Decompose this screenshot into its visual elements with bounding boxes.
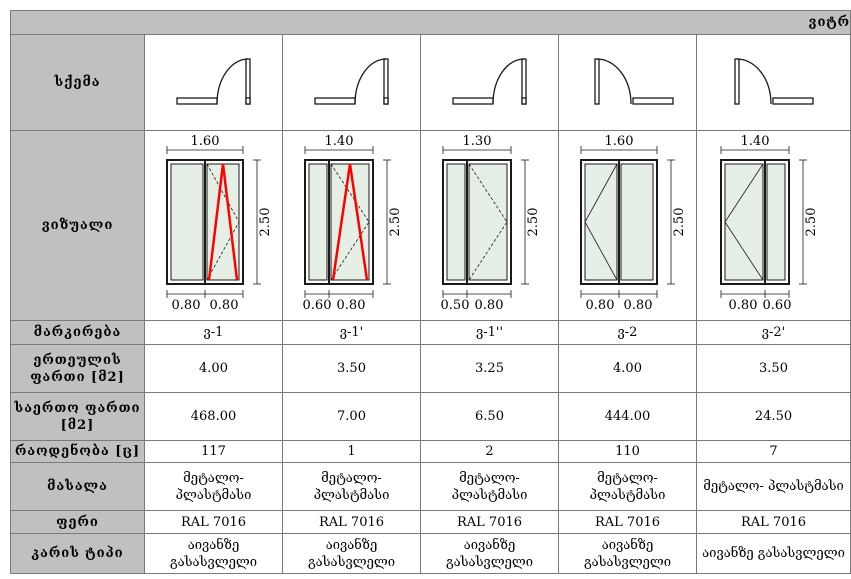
width-label: 1.40 (740, 133, 769, 149)
row-label-unit-area: ერთეულის ფართი [მ2] (11, 345, 145, 393)
total-area-cell: 7.00 (283, 393, 421, 441)
pane-left-label: 0.80 (171, 297, 201, 313)
material-row (11, 463, 851, 511)
color-cell: RAL 7016 (697, 511, 851, 534)
scheme-cell (697, 35, 851, 131)
visual-cell (559, 131, 697, 321)
pane-dimension (443, 290, 511, 298)
width-label: 1.60 (604, 133, 634, 149)
marking-row (11, 321, 851, 345)
row-label-material: მასალა (11, 463, 145, 511)
row-label-visual: ვიზუალი (11, 131, 145, 321)
pane-right-label: 0.80 (336, 297, 366, 313)
color-cell: RAL 7016 (421, 511, 559, 534)
visual-cell (697, 131, 851, 321)
door-plan (453, 59, 526, 104)
material-cell: მეტალო- პლასტმასი (145, 463, 283, 511)
table-title: ვიტრ (11, 11, 851, 35)
height-label: 2.50 (672, 207, 687, 236)
pane-right-label: 0.80 (474, 297, 504, 313)
fixed-pane-plan (177, 98, 217, 104)
pane-left-label: 0.50 (440, 297, 470, 313)
door-plan (595, 59, 673, 104)
glass-pane-right (767, 164, 785, 280)
marking-cell: ვ-1 (145, 321, 283, 345)
door-plan (177, 59, 250, 104)
jamb-plan (522, 98, 526, 104)
pane-left-label: 0.80 (728, 297, 757, 313)
row-label-scheme: სქემა (11, 35, 145, 131)
glass-pane-right (469, 164, 507, 280)
marking-cell: ვ-2 (559, 321, 697, 345)
pane-right-label: 0.80 (209, 297, 239, 313)
material-cell: მეტალო- პლასტმასი (421, 463, 559, 511)
scheme-row (11, 35, 851, 131)
color-row (11, 511, 851, 534)
door-elevation-drawing (421, 132, 559, 320)
pane-right-label: 0.60 (762, 297, 791, 313)
unit-area-row (11, 345, 851, 393)
scheme-cell (283, 35, 421, 131)
unit-area-cell: 3.25 (421, 345, 559, 393)
glass-pane-left (447, 164, 465, 280)
material-cell: მეტალო- პლასტმასი (559, 463, 697, 511)
material-cell: მეტალო- პლასტმასი (283, 463, 421, 511)
material-cell: მეტალო- პლასტმასი (697, 463, 851, 511)
swing-arc (737, 59, 771, 104)
door-elevation-drawing (145, 132, 283, 320)
fixed-pane-plan (633, 98, 673, 104)
glass-pane-right (621, 164, 653, 280)
width-label: 1.30 (462, 133, 492, 149)
fixed-pane-plan (453, 98, 493, 104)
swing-arc (493, 59, 524, 104)
door-plan-diagram (699, 36, 849, 130)
glass-pane-left (171, 164, 203, 280)
fixed-pane-plan (773, 98, 813, 104)
swing-leaf-plan (595, 59, 599, 104)
fixed-pane-plan (315, 98, 355, 104)
pane-dimension (721, 290, 789, 298)
door-plan (735, 59, 813, 104)
width-label: 1.60 (190, 133, 220, 149)
window-schedule-table (10, 10, 851, 574)
color-cell: RAL 7016 (145, 511, 283, 534)
quantity-cell: 117 (145, 441, 283, 463)
unit-area-cell: 3.50 (283, 345, 421, 393)
marking-cell: ვ-1'' (421, 321, 559, 345)
door-plan-diagram (283, 36, 421, 130)
door-plan (315, 59, 388, 104)
row-label-color: ფერი (11, 511, 145, 534)
row-label-quantity: რაოდენობა [ც] (11, 441, 145, 463)
pane-right-label: 0.80 (623, 297, 653, 313)
swing-leaf-plan (522, 59, 526, 104)
pane-left-label: 0.80 (585, 297, 615, 313)
door-type-cell: აივანზე გასასვლელი (145, 534, 283, 574)
glass-pane-left (309, 164, 327, 280)
jamb-plan (384, 98, 388, 104)
unit-area-cell: 4.00 (145, 345, 283, 393)
marking-cell: ვ-1' (283, 321, 421, 345)
glass-pane-left (725, 164, 763, 280)
door-type-cell: აივანზე გასასვლელი (421, 534, 559, 574)
door-type-cell: აივანზე გასასვლელი (283, 534, 421, 574)
visual-cell (283, 131, 421, 321)
door-type-cell: აივანზე გასასვლელი (559, 534, 697, 574)
row-label-total-area: საერთო ფართი [მ2] (11, 393, 145, 441)
quantity-cell: 7 (697, 441, 851, 463)
color-cell: RAL 7016 (283, 511, 421, 534)
scheme-cell (421, 35, 559, 131)
visual-cell (421, 131, 559, 321)
door-elevation-drawing (699, 132, 849, 320)
unit-area-cell: 3.50 (697, 345, 851, 393)
quantity-row (11, 441, 851, 463)
door-plan-diagram (559, 36, 697, 130)
pane-dimension (581, 290, 657, 298)
total-area-cell: 6.50 (421, 393, 559, 441)
total-area-cell: 444.00 (559, 393, 697, 441)
unit-area-cell: 4.00 (559, 345, 697, 393)
total-area-row (11, 393, 851, 441)
height-label: 2.50 (803, 207, 819, 236)
glass-pane-left (585, 164, 617, 280)
jamb-plan (246, 98, 250, 104)
pane-dimension (167, 290, 243, 298)
height-label: 2.50 (258, 207, 273, 236)
swing-arc (597, 59, 631, 104)
height-label: 2.50 (526, 207, 541, 236)
door-elevation-drawing (283, 132, 421, 320)
width-label: 1.40 (324, 133, 354, 149)
pane-dimension (305, 290, 373, 298)
pane-left-label: 0.60 (302, 297, 332, 313)
door-type-row (11, 534, 851, 574)
quantity-cell: 2 (421, 441, 559, 463)
marking-cell: ვ-2' (697, 321, 851, 345)
row-label-door-type: კარის ტიპი (11, 534, 145, 574)
quantity-cell: 1 (283, 441, 421, 463)
total-area-cell: 468.00 (145, 393, 283, 441)
swing-leaf-plan (246, 59, 250, 104)
color-cell: RAL 7016 (559, 511, 697, 534)
visual-cell (145, 131, 283, 321)
scheme-cell (559, 35, 697, 131)
total-area-cell: 24.50 (697, 393, 851, 441)
quantity-cell: 110 (559, 441, 697, 463)
door-plan-diagram (421, 36, 559, 130)
swing-arc (355, 59, 386, 104)
door-type-cell: აივანზე გასასვლელი (697, 534, 851, 574)
row-label-marking: მარკირება (11, 321, 145, 345)
swing-leaf-plan (735, 59, 739, 104)
swing-leaf-plan (384, 59, 388, 104)
height-label: 2.50 (388, 207, 403, 236)
visual-row (11, 131, 851, 321)
scheme-cell (145, 35, 283, 131)
door-elevation-drawing (559, 132, 697, 320)
door-plan-diagram (145, 36, 283, 130)
swing-arc (217, 59, 248, 104)
